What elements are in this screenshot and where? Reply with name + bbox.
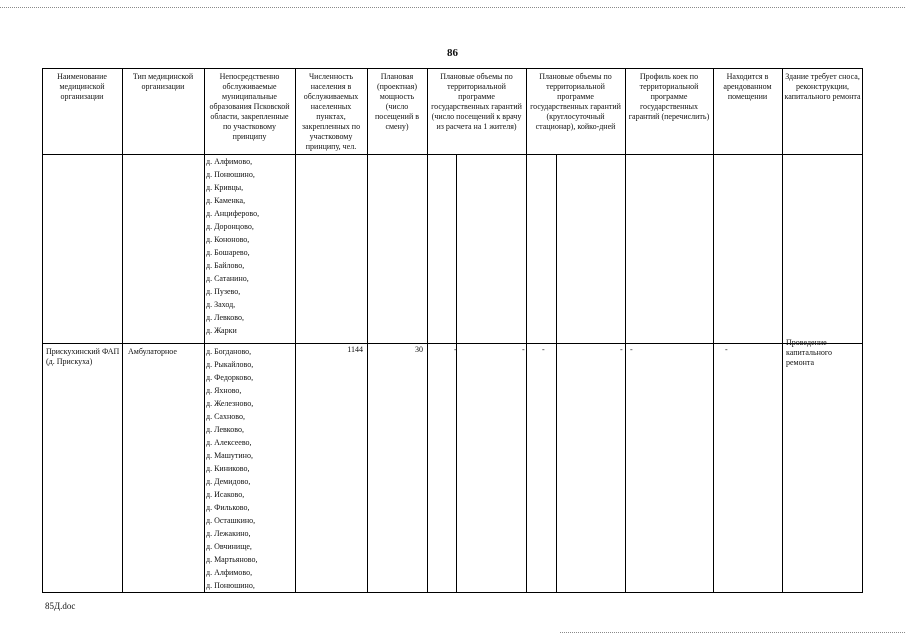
list-item: д. Киниково, xyxy=(206,464,250,473)
population-cell: 1144 xyxy=(347,345,363,354)
header-rented: Находится в арендованном помещении xyxy=(723,72,772,101)
list-item: д. Бошарево, xyxy=(206,248,250,257)
org-name-cell: Прискухинский ФАП (д. Прискуха) xyxy=(46,347,120,366)
beds-a-cell: - xyxy=(542,345,545,354)
list-item: д. Кривцы, xyxy=(206,183,244,192)
list-item: д. Осташкино, xyxy=(206,516,256,525)
list-item: д. Левково, xyxy=(206,425,244,434)
list-item: д. Каменка, xyxy=(206,196,246,205)
header-beds: Плановые объемы по территориальной программе государственных гарантий (круглосуточный стационар), койко-дней xyxy=(530,72,621,131)
scan-edge-bottom xyxy=(560,632,905,633)
list-item: д. Мартьяново, xyxy=(206,555,258,564)
list-item: д. Алексеево, xyxy=(206,438,252,447)
list-item: д. Сахново, xyxy=(206,412,245,421)
list-item: д. Фильково, xyxy=(206,503,250,512)
repair-cell: Проведение капитального ремонта xyxy=(786,338,832,367)
page-number: 86 xyxy=(447,47,458,59)
header-capacity: Плановая (проектная) мощность (число посещений в смену) xyxy=(374,72,419,131)
scan-edge-top xyxy=(0,7,905,8)
list-item: д. Федорково, xyxy=(206,373,254,382)
list-item: д. Сатанино, xyxy=(206,274,249,283)
footer-filename: 85Д.doc xyxy=(45,601,76,611)
header-repair: Здание требует сноса, реконструкции, капитального ремонта xyxy=(784,72,861,101)
visits-b-cell: - xyxy=(522,345,525,354)
list-item: д. Понюшино, xyxy=(206,581,255,590)
list-item: д. Понюшино, xyxy=(206,170,255,179)
village-list-block2 xyxy=(206,345,257,592)
header-visits: Плановые объемы по территориальной программе государственных гарантий (число посещений к врачу из расчета на 1 жителя) xyxy=(431,72,522,131)
list-item: д. Жарки xyxy=(206,326,237,335)
table-border xyxy=(42,68,863,593)
list-item: д. Пузево, xyxy=(206,287,241,296)
list-item: д. Алфимово, xyxy=(206,568,253,577)
list-item: д. Лежакино, xyxy=(206,529,251,538)
list-item: д. Демидово, xyxy=(206,477,251,486)
org-type-cell: Амбулаторное xyxy=(128,347,177,356)
visits-a-cell: - xyxy=(454,345,457,354)
header-municipalities: Непосредственно обслуживаемые муниципальные образования Псковской области, закрепленные по участковому принципу xyxy=(209,72,290,141)
list-item: д. Алфимово, xyxy=(206,157,253,166)
capacity-cell: 30 xyxy=(415,345,423,354)
header-org-name: Наименование медицинской организации xyxy=(57,72,107,101)
rented-cell: - xyxy=(725,345,728,354)
header-org-type: Тип медицинской организации xyxy=(132,72,194,91)
list-item: д. Исаково, xyxy=(206,490,245,499)
list-item: д. Заход, xyxy=(206,300,236,309)
list-item: д. Богданово, xyxy=(206,347,252,356)
header-population: Численность населения в обслуживаемых населенных пунктах, закрепленных по участковому принципу, чел. xyxy=(301,72,361,151)
list-item: д. Овчинище, xyxy=(206,542,252,551)
list-item: д. Кононово, xyxy=(206,235,250,244)
list-item: д. Машутино, xyxy=(206,451,253,460)
village-list-block1 xyxy=(206,155,259,337)
list-item: д. Рыкайлово, xyxy=(206,360,254,369)
list-item: д. Доронцово, xyxy=(206,222,254,231)
list-item: д. Яхново, xyxy=(206,386,242,395)
list-item: д. Левково, xyxy=(206,313,244,322)
data-table xyxy=(42,68,863,593)
list-item: д. Железново, xyxy=(206,399,254,408)
header-bed-profile: Профиль коек по территориальной программе государственных гарантий (перечислить) xyxy=(628,72,710,121)
list-item: д. Байлово, xyxy=(206,261,245,270)
bed-profile-cell: - xyxy=(630,345,633,354)
beds-b-cell: - xyxy=(620,345,623,354)
list-item: д. Анциферово, xyxy=(206,209,260,218)
